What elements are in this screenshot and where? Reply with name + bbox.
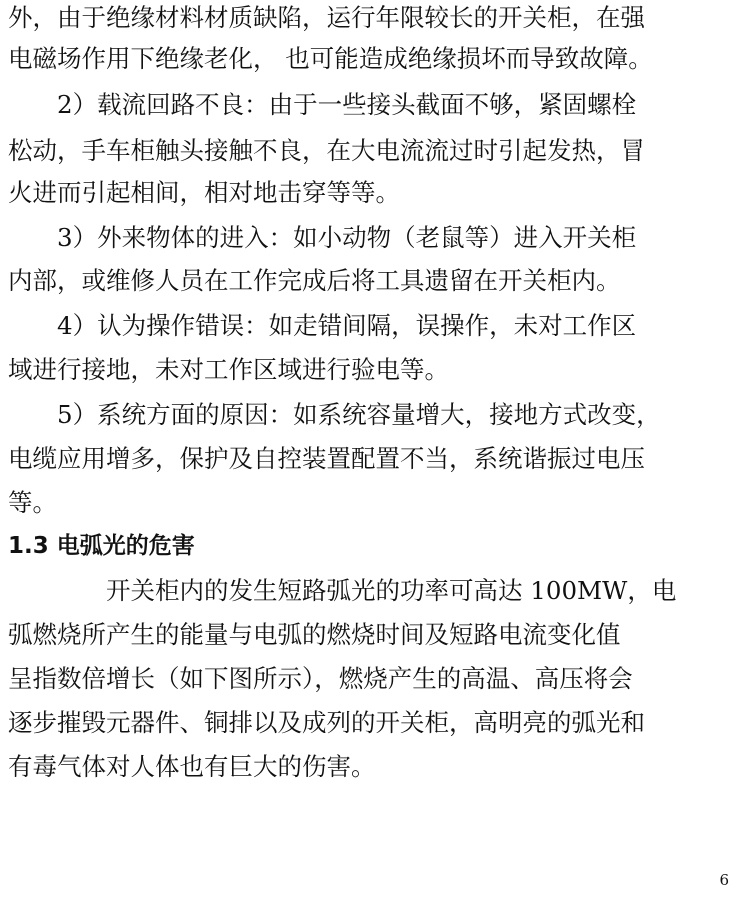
list-item-2-line: 松动，手车柜触头接触不良，在大电流流过时引起发热，冒 [8,136,645,165]
list-item-4-line: 域进行接地，未对工作区域进行验电等。 [8,355,449,384]
section-paragraph-line: 逐步摧毁元器件、铜排以及成列的开关柜，高明亮的弧光和 [8,708,645,737]
list-item-2-line: 火进而引起相间，相对地击穿等等。 [8,178,400,207]
section-heading: 1.3 电弧光的危害 [8,533,195,559]
paragraph-line: 外，由于绝缘材料材质缺陷，运行年限较长的开关柜，在强 [8,3,645,32]
section-paragraph-line: 开关柜内的发生短路弧光的功率可高达 100MW，电 [106,576,677,605]
page-number: 6 [719,871,729,889]
list-item-5-line: 电缆应用增多，保护及自控装置配置不当，系统谐振过电压 [8,444,645,473]
list-item-4-line: 4）认为操作错误：如走错间隔，误操作，未对工作区 [57,311,637,340]
section-paragraph-line: 呈指数倍增长（如下图所示），燃烧产生的高温、高压将会 [8,664,633,693]
list-item-2-line: 2）载流回路不良：由于一些接头截面不够，紧固螺栓 [57,90,637,119]
list-item-5-line: 5）系统方面的原因：如系统容量增大，接地方式改变， [57,400,661,429]
list-item-3-line: 内部，或维修人员在工作完成后将工具遗留在开关柜内。 [8,266,621,295]
section-paragraph-line: 弧燃烧所产生的能量与电弧的燃烧时间及短路电流变化值 [8,620,621,649]
list-item-3-line: 3）外来物体的进入：如小动物（老鼠等）进入开关柜 [57,223,637,252]
paragraph-line: 电磁场作用下绝缘老化， 也可能造成绝缘损坏而导致故障。 [8,44,653,73]
section-paragraph-line: 有毒气体对人体也有巨大的伤害。 [8,752,376,781]
list-item-5-line: 等。 [8,488,57,517]
